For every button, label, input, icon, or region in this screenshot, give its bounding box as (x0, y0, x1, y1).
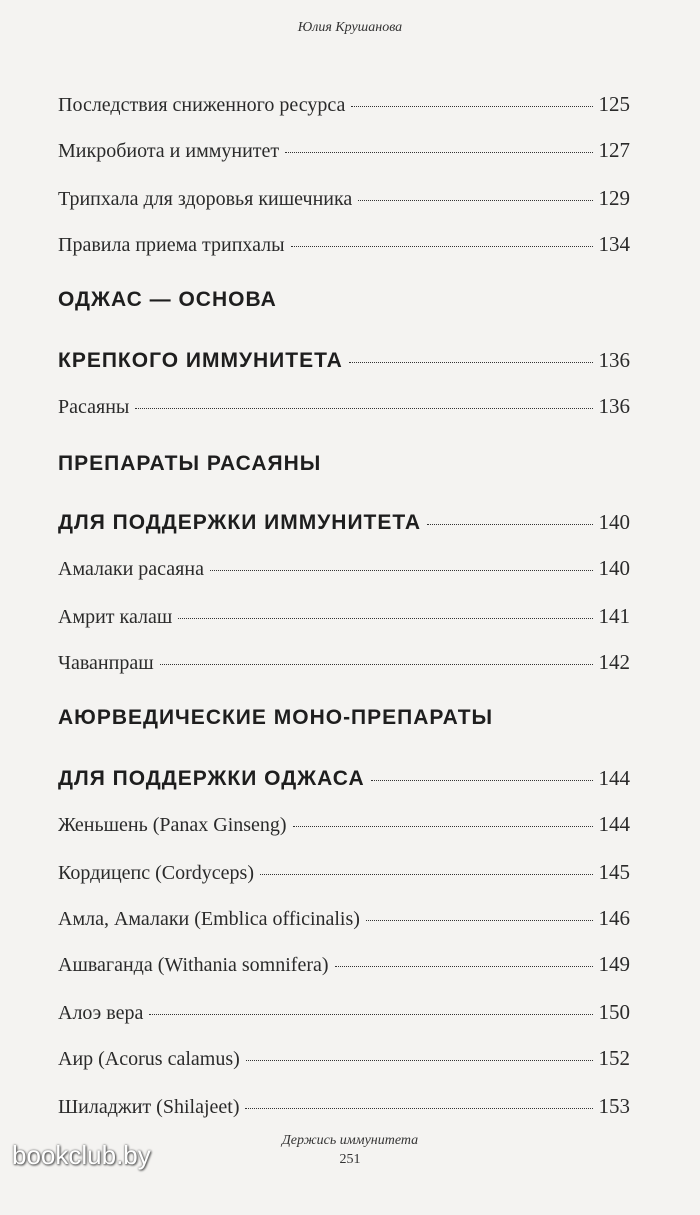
section-heading-line1: ПРЕПАРАТЫ РАСАЯНЫ (58, 452, 322, 475)
toc-entry-title: Амрит калаш (58, 606, 173, 628)
toc-entry-title: Аир (Acorus calamus) (58, 1048, 240, 1070)
dot-leader (149, 1014, 592, 1015)
toc-section-page: 144 (598, 766, 630, 790)
section-heading-line1: АЮРВЕДИЧЕСКИЕ МОНО-ПРЕПАРАТЫ (58, 706, 494, 729)
dot-leader (160, 664, 593, 665)
dot-leader (245, 1108, 592, 1109)
section-heading-line2: КРЕПКОГО ИММУНИТЕТА (58, 349, 343, 372)
toc-entry-page: 153 (598, 1094, 630, 1118)
page-number: 251 (339, 1152, 361, 1167)
toc-section-page: 140 (598, 510, 630, 534)
toc-entry-page: 136 (598, 394, 630, 418)
dot-leader (210, 570, 593, 571)
toc-entry-title: Амалаки расаяна (58, 558, 204, 580)
toc-entry-page: 140 (598, 556, 630, 580)
dot-leader (358, 200, 592, 201)
toc-entry-page: 127 (598, 138, 630, 162)
section-heading-line1: ОДЖАС — ОСНОВА (58, 288, 277, 311)
toc-entry-title: Чаванпраш (58, 652, 154, 674)
dot-leader (427, 524, 592, 525)
dot-leader (366, 920, 593, 921)
toc-entry-page: 152 (598, 1046, 630, 1070)
toc-entry-title: Амла, Амалаки (Emblica officinalis) (58, 908, 360, 930)
toc-entry-page: 149 (598, 952, 630, 976)
toc-entry-page: 150 (598, 1000, 630, 1024)
dot-leader (293, 826, 593, 827)
dot-leader (178, 618, 592, 619)
running-header-author: Юлия Крушанова (297, 20, 403, 35)
watermark: bookclub.by (12, 1140, 151, 1170)
dot-leader (335, 966, 593, 967)
dot-leader (260, 874, 593, 875)
toc-entry-title: Кордицепс (Cordyceps) (58, 862, 254, 884)
toc-section-page: 136 (598, 348, 630, 372)
dot-leader (291, 246, 593, 247)
section-heading-line2: ДЛЯ ПОДДЕРЖКИ ИММУНИТЕТА (58, 511, 422, 534)
dot-leader (371, 780, 593, 781)
toc-entry-title: Правила приема трипхалы (58, 234, 285, 256)
dot-leader (135, 408, 592, 409)
toc-entry-page: 129 (598, 186, 630, 210)
running-footer-title: Держись иммунитета (281, 1133, 419, 1148)
section-heading-line2: ДЛЯ ПОДДЕРЖКИ ОДЖАСА (58, 767, 365, 790)
toc-entry-page: 145 (598, 860, 630, 884)
toc-entry-page: 125 (598, 92, 630, 116)
toc-entry-title: Шиладжит (Shilajeet) (58, 1096, 240, 1118)
toc-entry-page: 134 (598, 232, 630, 256)
toc-entry-title: Алоэ вера (58, 1002, 144, 1024)
dot-leader (351, 106, 592, 107)
toc-entry-page: 144 (598, 812, 630, 836)
toc-entry-page: 141 (598, 604, 630, 628)
toc-entry-title: Трипхала для здоровья кишечника (58, 188, 353, 210)
toc-entry-page: 142 (598, 650, 630, 674)
toc-entry-title: Ашваганда (Withania somnifera) (58, 954, 329, 976)
dot-leader (285, 152, 592, 153)
toc-entry-page: 146 (598, 906, 630, 930)
toc-entry-title: Микробиота и иммунитет (58, 140, 280, 162)
toc-entry-title: Расаяны (58, 396, 130, 418)
toc-entry-title: Женьшень (Panax Ginseng) (58, 814, 287, 836)
toc-entry-title: Последствия сниженного ресурса (58, 94, 346, 116)
dot-leader (349, 362, 593, 363)
dot-leader (246, 1060, 593, 1061)
